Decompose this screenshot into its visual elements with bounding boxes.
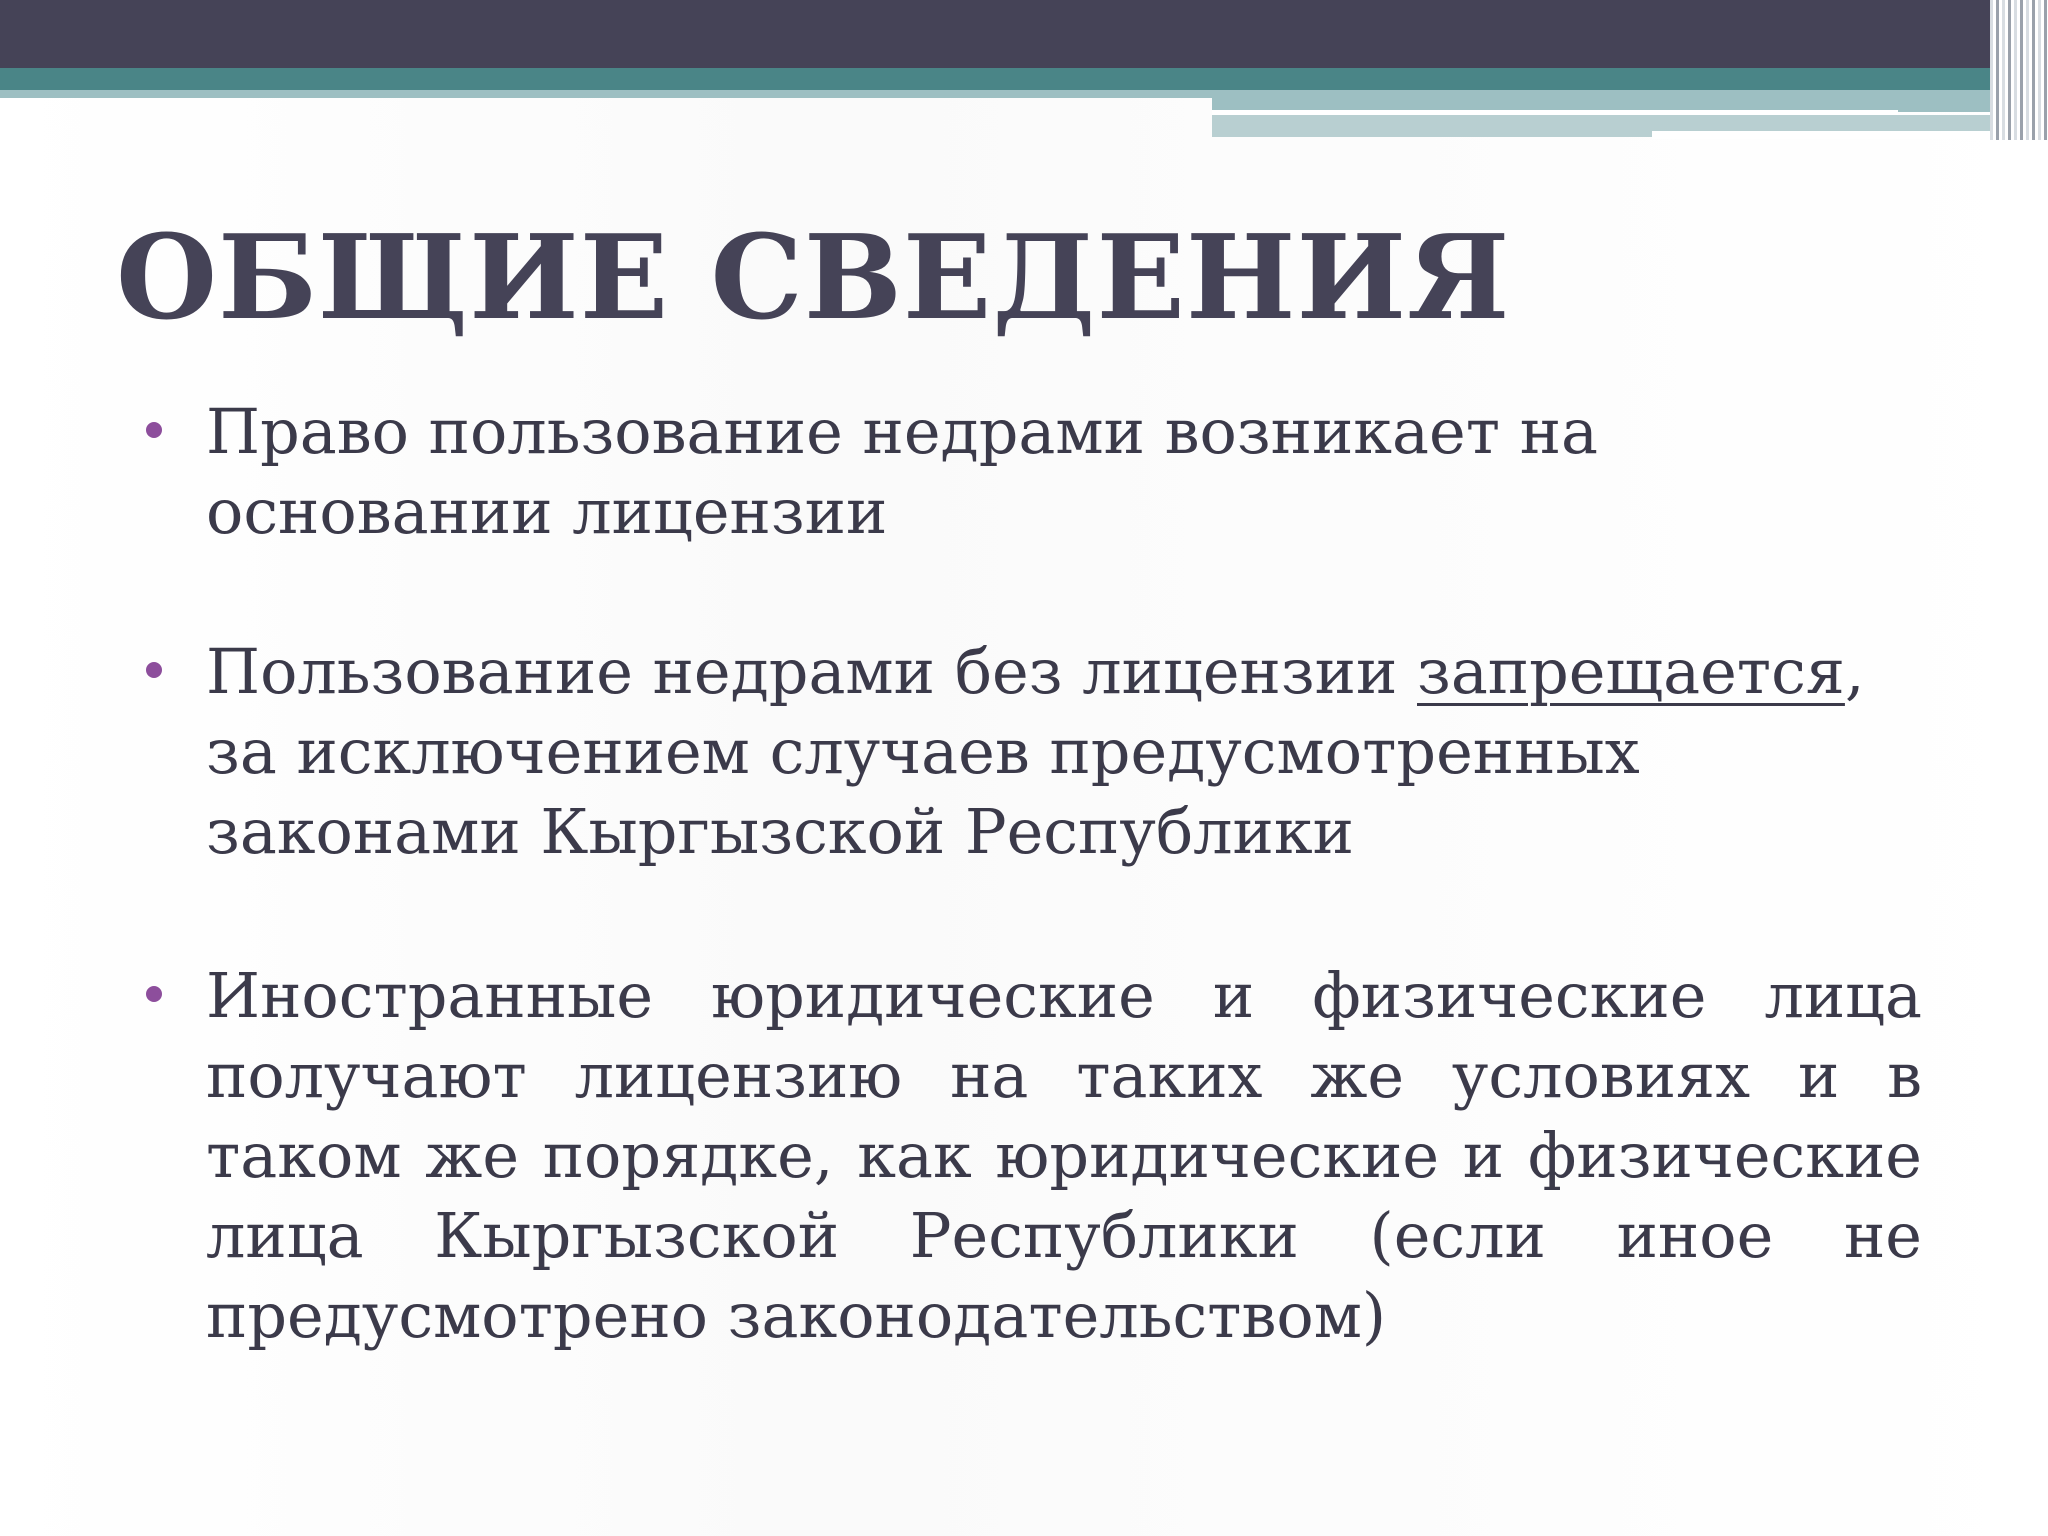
header-teal-right-band — [1212, 90, 2048, 112]
bullet-text-after: , за исключением случаев предусмотренных законами Кыргызской Республики — [206, 635, 1865, 868]
bullet-list — [146, 392, 1926, 1436]
header-lower-gap — [1652, 131, 2048, 139]
corner-stripes-decoration — [1990, 0, 2048, 140]
bullet-item-prohibition — [146, 632, 1926, 872]
bullet-dot-icon — [146, 986, 162, 1002]
bullet-item-license-basis — [146, 392, 1926, 552]
bullet-item-foreign-persons — [146, 956, 1922, 1356]
header-teal-band — [0, 68, 2048, 90]
slide-title: ОБЩИЕ СВЕДЕНИЯ — [116, 210, 1511, 346]
bullet-dot-icon — [146, 422, 162, 438]
bullet-underlined-word: запрещается — [1417, 635, 1845, 708]
bullet-text: Иностранные юридические и физические лица получают лицензию на таких же условиях и в таком же порядке, как юридические и физические лица Кыргызской Республики (если иное не предусмотрено законодательством) — [206, 959, 1922, 1352]
header-light-teal-line — [0, 90, 1212, 98]
bullet-text-before: Пользование недрами без лицензии — [206, 635, 1417, 708]
header-dark-band — [0, 0, 2048, 68]
bullet-dot-icon — [146, 662, 162, 678]
bullet-text: Право пользование недрами возникает на основании лицензии — [206, 395, 1599, 548]
